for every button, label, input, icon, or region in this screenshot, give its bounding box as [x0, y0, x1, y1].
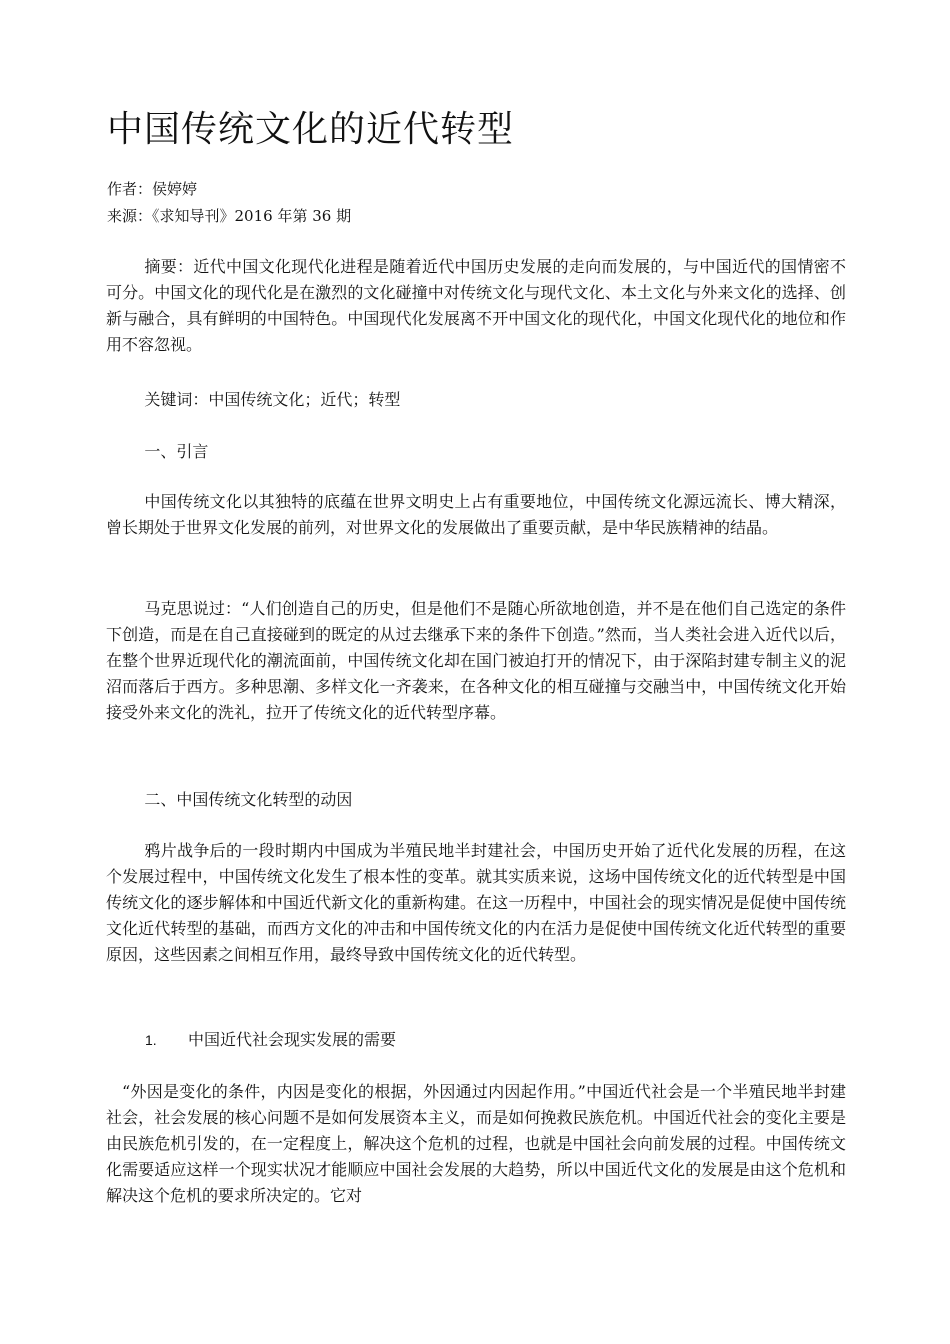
causes-paragraph-1: 鸦片战争后的一段时期内中国成为半殖民地半封建社会，中国历史开始了近代化发展的历程，在这个发展过程中，中国传统文化发生了根本性的变革。就其实质来说，这场中国传统文化的近代转型是中国传统文化的逐步解体和中国近代新文化的重新构建。在这一历程中，中国社会的现实情况是促使中国传统文化近代转型的基础，而西方文化的冲击和中国传统文化的内在活力是促使中国传统文化近代转型的重要原因，这些因素之间相互作用，最终导致中国传统文化的近代转型。 — [106, 841, 846, 964]
subsection-number: 1. — [145, 1032, 157, 1048]
section-heading-introduction: 一、引言 — [144, 442, 209, 461]
subsection-heading-social-needs — [145, 1027, 396, 1053]
subsection-title: 中国近代社会现实发展的需要 — [188, 1030, 397, 1049]
page-title: 中国传统文化的近代转型 — [107, 109, 515, 150]
source-line: 来源：《求知导刊》2016 年第 36 期 — [107, 207, 352, 225]
author-line: 作者：侯婷婷 — [107, 180, 198, 198]
social-needs-paragraph: “外因是变化的条件，内因是变化的根据，外因通过内因起作用。”中国近代社会是一个半殖民地半封建社会，社会发展的核心问题不是如何发展资本主义，而是如何挽救民族危机。中国近代社会的变化主要是由民族危机引发的，在一定程度上，解决这个危机的过程，也就是中国社会向前发展的过程。中国传统文化需要适应这样一个现实状况才能顺应中国社会发展的大趋势，所以中国近代文化的发展是由这个危机和解决这个危机的要求所决定的。它对 — [106, 1082, 846, 1205]
intro-paragraph-2: 马克思说过：“人们创造自己的历史，但是他们不是随心所欲地创造，并不是在他们自己选定的条件下创造，而是在自己直接碰到的既定的从过去继承下来的条件下创造。”然而，当人类社会进入近代以后，在整个世界近现代化的潮流面前，中国传统文化却在国门被迫打开的情况下，由于深陷封建专制主义的泥沼而落后于西方。多种思潮、多样文化一齐袭来，在各种文化的相互碰撞与交融当中，中国传统文化开始接受外来文化的洗礼，拉开了传统文化的近代转型序幕。 — [106, 599, 846, 722]
intro-paragraph-1: 中国传统文化以其独特的底蕴在世界文明史上占有重要地位，中国传统文化源远流长、博大精深，曾长期处于世界文化发展的前列，对世界文化的发展做出了重要贡献，是中华民族精神的结晶。 — [106, 492, 846, 537]
abstract-paragraph: 摘要：近代中国文化现代化进程是随着近代中国历史发展的走向而发展的，与中国近代的国情密不可分。中国文化的现代化是在激烈的文化碰撞中对传统文化与现代文化、本土文化与外来文化的选择、创新与融合，具有鲜明的中国特色。中国现代化发展离不开中国文化的现代化，中国文化现代化的地位和作用不容忽视。 — [106, 257, 846, 354]
section-heading-causes: 二、中国传统文化转型的动因 — [144, 790, 353, 809]
keywords-line: 关键词：中国传统文化；近代；转型 — [144, 390, 401, 409]
